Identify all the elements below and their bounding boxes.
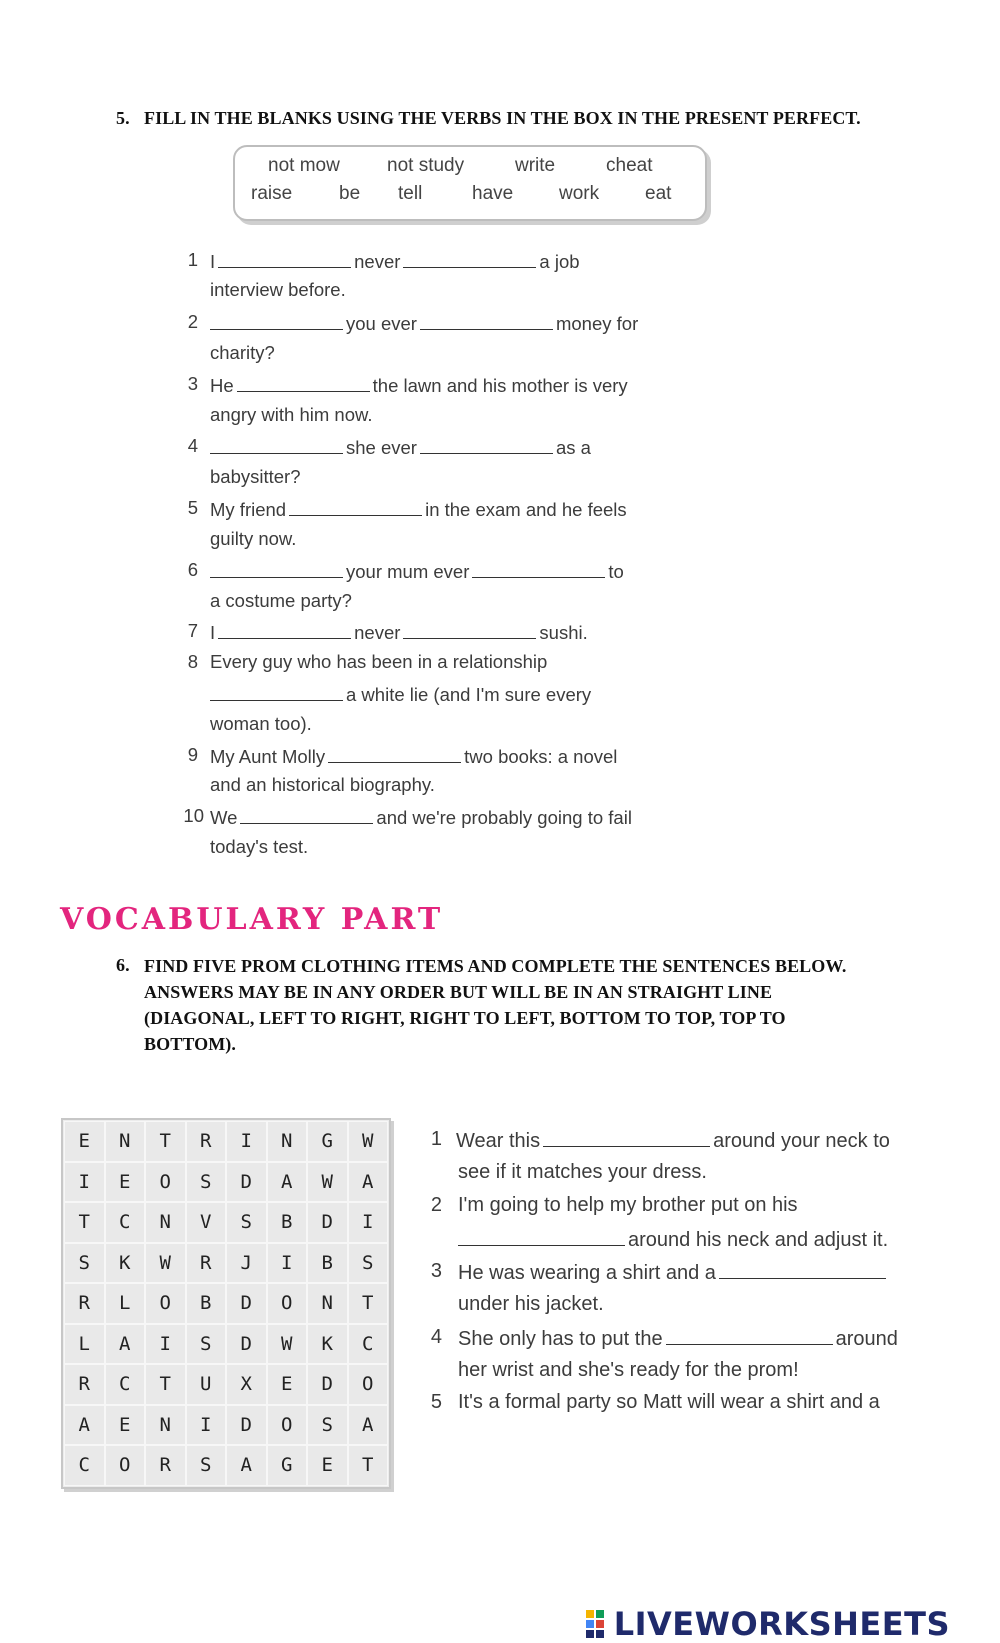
sentence-number: 5	[430, 1391, 442, 1413]
grid-cell[interactable]: T	[348, 1283, 389, 1324]
grid-cell[interactable]: T	[348, 1445, 389, 1486]
item-continuation: today's test.	[210, 836, 309, 857]
item-text: a white lie (and I'm sure every	[346, 684, 592, 705]
grid-cell[interactable]: A	[64, 1405, 105, 1446]
item-number: 7	[187, 620, 198, 641]
grid-cell[interactable]: A	[348, 1162, 389, 1203]
grid-cell[interactable]: S	[348, 1243, 389, 1284]
grid-cell[interactable]: O	[145, 1162, 186, 1203]
grid-cell[interactable]: O	[267, 1405, 308, 1446]
exercise-number: 6.	[116, 955, 130, 975]
item-continuation: a costume party?	[210, 590, 352, 611]
verb: write	[515, 155, 556, 176]
item-text: she ever	[346, 437, 417, 458]
brand-name: LIVEWORKSHEETS	[613, 1605, 950, 1643]
grid-cell[interactable]: B	[307, 1243, 348, 1284]
item-line	[210, 497, 627, 521]
item-line	[207, 311, 638, 335]
grid-cell[interactable]: E	[64, 1121, 105, 1162]
sentence-text: Wear this	[456, 1130, 541, 1152]
grid-cell[interactable]: E	[307, 1445, 348, 1486]
item-text: money for	[555, 313, 639, 334]
item-number: 9	[187, 744, 198, 765]
grid-cell[interactable]: S	[307, 1405, 348, 1446]
grid-cell[interactable]: R	[64, 1283, 105, 1324]
verb: not study	[387, 155, 465, 176]
grid-cell[interactable]: K	[307, 1324, 348, 1365]
grid-cell[interactable]: W	[267, 1324, 308, 1365]
grid-cell[interactable]: G	[307, 1121, 348, 1162]
item-text: I	[210, 251, 216, 272]
answer-blank[interactable]	[666, 1326, 833, 1345]
grid-cell[interactable]: E	[105, 1162, 146, 1203]
answer-blank[interactable]	[289, 497, 422, 516]
grid-cell[interactable]: W	[307, 1162, 348, 1203]
instruction-line: (DIAGONAL, LEFT TO RIGHT, RIGHT TO LEFT, BOTTOM TO TOP, TOP TO	[144, 1008, 786, 1028]
answer-blank[interactable]	[472, 559, 605, 578]
item-text: in the exam and he feels	[425, 499, 627, 520]
sentence-line: It's a formal party so Matt will wear a shirt and a	[458, 1391, 880, 1413]
answer-blank[interactable]	[543, 1128, 710, 1147]
item-text: never	[354, 622, 401, 643]
answer-blank[interactable]	[240, 805, 373, 824]
grid-cell[interactable]: B	[186, 1283, 227, 1324]
grid-cell[interactable]: C	[105, 1364, 146, 1405]
grid-cell[interactable]: D	[307, 1364, 348, 1405]
item-text: never	[354, 251, 401, 272]
answer-blank[interactable]	[218, 249, 351, 268]
item-text: He	[210, 375, 234, 396]
grid-cell[interactable]: B	[267, 1202, 308, 1243]
grid-cell[interactable]: R	[186, 1121, 227, 1162]
item-number: 2	[187, 311, 198, 332]
item-text: two books: a novel	[464, 746, 618, 767]
grid-cell[interactable]: I	[145, 1324, 186, 1365]
sentence-number: 1	[430, 1128, 442, 1150]
item-text: you ever	[346, 313, 417, 334]
grid-cell[interactable]: G	[267, 1445, 308, 1486]
instruction-line: FIND FIVE PROM CLOTHING ITEMS AND COMPLETE THE SENTENCES BELOW.	[144, 956, 847, 976]
sentence-text: around your neck to	[713, 1130, 890, 1152]
sentence-line	[458, 1326, 898, 1351]
grid-cell[interactable]: I	[64, 1162, 105, 1203]
answer-blank[interactable]	[719, 1260, 886, 1279]
grid-cell[interactable]: S	[226, 1202, 267, 1243]
grid-cell[interactable]: T	[64, 1202, 105, 1243]
item-line	[210, 373, 628, 397]
instruction-line: BOTTOM).	[144, 1034, 236, 1054]
item-text: I	[210, 622, 216, 643]
answer-blank[interactable]	[403, 620, 536, 639]
grid-cell[interactable]: T	[145, 1121, 186, 1162]
grid-cell[interactable]: U	[186, 1364, 227, 1405]
grid-cell[interactable]: I	[267, 1243, 308, 1284]
grid-cell[interactable]: C	[64, 1445, 105, 1486]
grid-cell[interactable]: N	[267, 1121, 308, 1162]
sentence-text: She only has to put the	[458, 1328, 663, 1350]
item-line	[210, 620, 588, 644]
item-number: 8	[187, 651, 198, 672]
item-continuation: woman too).	[210, 713, 312, 734]
verb-box	[233, 145, 707, 221]
grid-cell[interactable]: V	[186, 1202, 227, 1243]
grid-cell[interactable]: R	[145, 1445, 186, 1486]
item-continuation: and an historical biography.	[210, 774, 435, 795]
item-number: 1	[187, 249, 198, 270]
grid-cell[interactable]: I	[348, 1202, 389, 1243]
item-text: your mum ever	[346, 561, 470, 582]
verb: have	[472, 183, 514, 204]
instruction-line: ANSWERS MAY BE IN ANY ORDER BUT WILL BE IN AN STRAIGHT LINE	[144, 982, 773, 1002]
grid-cell[interactable]: A	[348, 1405, 389, 1446]
answer-blank[interactable]	[210, 682, 343, 701]
answer-blank[interactable]	[420, 435, 553, 454]
item-continuation: charity?	[210, 342, 275, 363]
grid-cell[interactable]: A	[267, 1162, 308, 1203]
item-number: 10	[183, 805, 204, 826]
grid-cell[interactable]: I	[226, 1121, 267, 1162]
grid-cell[interactable]: A	[226, 1445, 267, 1486]
sentence-line	[458, 1260, 889, 1285]
verb: be	[339, 183, 361, 204]
item-line	[207, 559, 624, 583]
sentence-line: I'm going to help my brother put on his	[458, 1194, 798, 1216]
verb: work	[559, 183, 600, 204]
grid-cell[interactable]: L	[64, 1324, 105, 1365]
item-text: My Aunt Molly	[210, 746, 326, 767]
grid-cell[interactable]: L	[105, 1283, 146, 1324]
word-search-grid	[61, 1118, 391, 1489]
item-line	[210, 805, 632, 829]
item-continuation: angry with him now.	[210, 404, 373, 425]
answer-blank[interactable]	[210, 559, 343, 578]
grid-cell[interactable]: O	[105, 1445, 146, 1486]
item-text: as a	[555, 437, 591, 458]
answer-blank[interactable]	[210, 311, 343, 330]
item-continuation: guilty now.	[210, 528, 297, 549]
sentence-text: He was wearing a shirt and a	[458, 1262, 716, 1284]
grid-cell[interactable]: C	[105, 1202, 146, 1243]
item-line: Every guy who has been in a relationship	[210, 651, 548, 672]
item-number: 6	[187, 559, 198, 580]
sentence-number: 4	[430, 1326, 442, 1348]
exercise-instruction: FILL IN THE BLANKS USING THE VERBS IN THE BOX IN THE PRESENT PERFECT.	[144, 108, 861, 128]
grid-cell[interactable]: J	[226, 1243, 267, 1284]
grid-cell[interactable]: O	[348, 1364, 389, 1405]
answer-blank[interactable]	[218, 620, 351, 639]
sentence-continuation: her wrist and she's ready for the prom!	[458, 1359, 799, 1381]
grid-cell[interactable]: D	[226, 1162, 267, 1203]
item-number: 5	[187, 497, 198, 518]
sentence-number: 2	[430, 1194, 442, 1216]
sentence-number: 3	[430, 1260, 442, 1282]
grid-cell[interactable]: R	[64, 1364, 105, 1405]
item-number: 3	[187, 373, 198, 394]
sentence-continuation: see if it matches your dress.	[458, 1161, 707, 1183]
grid-cell[interactable]: D	[226, 1324, 267, 1365]
grid-cell[interactable]: D	[226, 1283, 267, 1324]
sentence-continuation: under his jacket.	[458, 1293, 604, 1315]
item-line	[210, 249, 580, 273]
grid-cell[interactable]: A	[105, 1324, 146, 1365]
item-line	[210, 744, 617, 768]
grid-cell[interactable]: W	[145, 1243, 186, 1284]
grid-cell[interactable]: O	[145, 1283, 186, 1324]
item-text: We	[210, 807, 238, 828]
verb: tell	[398, 183, 423, 204]
grid-cell[interactable]: T	[145, 1364, 186, 1405]
grid-cell[interactable]: R	[186, 1243, 227, 1284]
item-number: 4	[187, 435, 198, 456]
grid-cell[interactable]: I	[186, 1405, 227, 1446]
grid-cell[interactable]: X	[226, 1364, 267, 1405]
item-text: to	[608, 561, 624, 582]
grid-cell[interactable]: W	[348, 1121, 389, 1162]
exercise-6-heading	[116, 955, 976, 1065]
grid-cell[interactable]: N	[145, 1405, 186, 1446]
grid-cell[interactable]: C	[348, 1324, 389, 1365]
item-line	[207, 435, 591, 459]
item-continuation: interview before.	[210, 279, 346, 300]
item-text: and we're probably going to fail	[376, 807, 632, 828]
item-text: My friend	[210, 499, 287, 520]
grid-cell[interactable]: K	[105, 1243, 146, 1284]
grid-cell[interactable]: E	[105, 1405, 146, 1446]
grid-cell[interactable]: S	[186, 1445, 227, 1486]
answer-blank[interactable]	[403, 249, 536, 268]
item-text: the lawn and his mother is very	[372, 375, 628, 396]
liveworksheets-logo	[586, 1605, 950, 1643]
grid-cell[interactable]: S	[64, 1243, 105, 1284]
vocabulary-title: VOCABULARY PART	[60, 902, 444, 937]
answer-blank[interactable]	[458, 1227, 625, 1246]
grid-cell[interactable]: D	[307, 1202, 348, 1243]
sentence-text: around his neck and adjust it.	[628, 1229, 889, 1251]
grid-cell[interactable]: N	[105, 1121, 146, 1162]
sentence-line	[456, 1128, 890, 1153]
grid-cell[interactable]: N	[307, 1283, 348, 1324]
answer-blank[interactable]	[328, 744, 461, 763]
answer-blank[interactable]	[210, 435, 343, 454]
grid-cell[interactable]: S	[186, 1162, 227, 1203]
item-text: sushi.	[539, 622, 588, 643]
item-line	[207, 682, 591, 706]
sentence-text: around	[835, 1328, 898, 1350]
grid-cell[interactable]: S	[186, 1324, 227, 1365]
verb: eat	[645, 183, 672, 204]
item-continuation: babysitter?	[210, 466, 301, 487]
logo-icon	[586, 1610, 614, 1638]
verb: not mow	[268, 155, 340, 176]
answer-blank[interactable]	[237, 373, 370, 392]
grid-cell[interactable]: D	[226, 1405, 267, 1446]
sentence-line	[455, 1227, 888, 1252]
answer-blank[interactable]	[420, 311, 553, 330]
item-text: a job	[539, 251, 580, 272]
grid-cell[interactable]: O	[267, 1283, 308, 1324]
verb: cheat	[606, 155, 653, 176]
exercise-number: 5.	[116, 108, 130, 128]
grid-cell[interactable]: N	[145, 1202, 186, 1243]
verb: raise	[251, 183, 293, 204]
grid-cell[interactable]: E	[267, 1364, 308, 1405]
